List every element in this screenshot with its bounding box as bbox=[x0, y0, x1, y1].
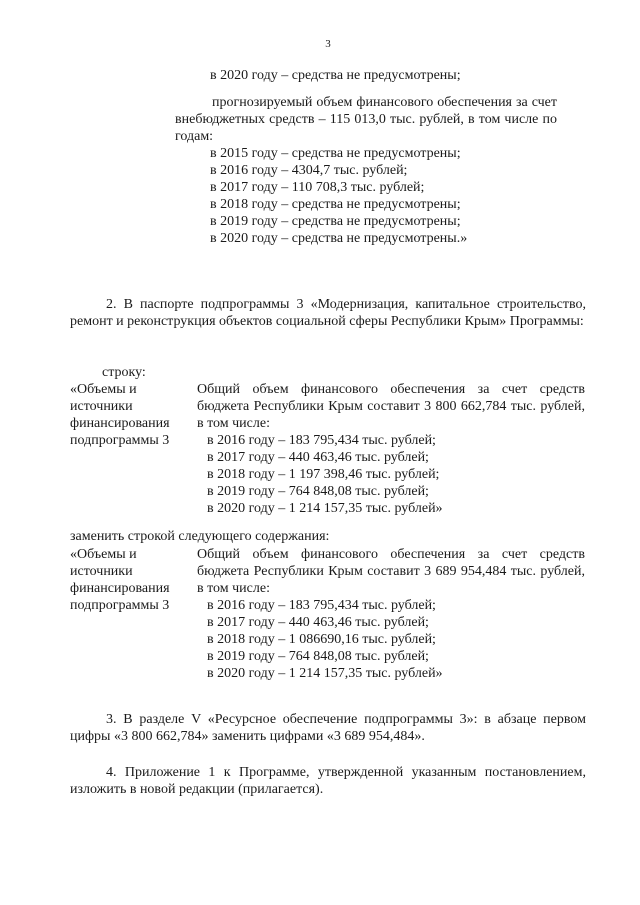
extrabudget-paragraph bbox=[175, 94, 557, 145]
row-word: строку: bbox=[102, 365, 146, 380]
replace-text: заменить строкой следующего содержания: bbox=[70, 529, 330, 544]
old-row-label-line: «Объемы и bbox=[70, 382, 137, 397]
old-row-label-line: финансирования bbox=[70, 416, 170, 431]
old-row-label-line: подпрограммы 3 bbox=[70, 433, 170, 448]
page-number: 3 bbox=[325, 38, 331, 50]
section-3-paragraph bbox=[70, 711, 586, 745]
new-row-year: в 2020 году – 1 214 157,35 тыс. рублей» bbox=[207, 666, 443, 681]
section-2-text: 2. В паспорте подпрограммы 3 «Модернизация, капитальное строительство, ремонт и реконструкция объектов социальной сферы Республики Крым» Программы: bbox=[70, 297, 586, 329]
old-row-label-line: источники bbox=[70, 399, 133, 414]
top-line-2020: в 2020 году – средства не предусмотрены; bbox=[210, 68, 461, 83]
new-row-year: в 2017 году – 440 463,46 тыс. рублей; bbox=[207, 615, 429, 630]
section-3-text: 3. В разделе V «Ресурсное обеспечение подпрограммы 3»: в абзаце первом цифры «3 800 662,784» заменить цифрами «3 689 954,484». bbox=[70, 712, 586, 744]
old-row-label bbox=[70, 381, 170, 449]
old-row-year: в 2018 году – 1 197 398,46 тыс. рублей; bbox=[207, 467, 440, 482]
old-row-year: в 2019 году – 764 848,08 тыс. рублей; bbox=[207, 484, 429, 499]
old-row-year: в 2020 году – 1 214 157,35 тыс. рублей» bbox=[207, 501, 443, 516]
top-year-line: в 2018 году – средства не предусмотрены; bbox=[210, 197, 461, 212]
new-row-year: в 2018 году – 1 086690,16 тыс. рублей; bbox=[207, 632, 436, 647]
old-row-year: в 2016 году – 183 795,434 тыс. рублей; bbox=[207, 433, 436, 448]
top-year-line: в 2017 году – 110 708,3 тыс. рублей; bbox=[210, 180, 425, 195]
old-row-text: Общий объем финансового обеспечения за счет средств бюджета Республики Крым составит 3 800 662,784 тыс. рублей, в том числе: bbox=[197, 382, 585, 431]
new-row-label-line: финансирования bbox=[70, 581, 170, 596]
top-year-line: в 2016 году – 4304,7 тыс. рублей; bbox=[210, 163, 408, 178]
section-4-text: 4. Приложение 1 к Программе, утвержденной указанным постановлением, изложить в новой редакции (прилагается). bbox=[70, 765, 586, 797]
section-4-paragraph bbox=[70, 764, 586, 798]
extrabudget-text: прогнозируемый объем финансового обеспечения за счет внебюджетных средств – 115 013,0 тыс. рублей, в том числе по годам: bbox=[175, 95, 557, 144]
new-row-content bbox=[197, 546, 585, 682]
new-row-year: в 2019 году – 764 848,08 тыс. рублей; bbox=[207, 649, 429, 664]
old-row-content bbox=[197, 381, 585, 517]
section-2-paragraph bbox=[70, 296, 586, 330]
new-row-text: Общий объем финансового обеспечения за счет средств бюджета Республики Крым составит 3 689 954,484 тыс. рублей, в том числе: bbox=[197, 547, 585, 596]
top-year-line: в 2020 году – средства не предусмотрены.» bbox=[210, 231, 468, 246]
top-year-line: в 2019 году – средства не предусмотрены; bbox=[210, 214, 461, 229]
new-row-label-line: источники bbox=[70, 564, 133, 579]
new-row-year: в 2016 году – 183 795,434 тыс. рублей; bbox=[207, 598, 436, 613]
new-row-label bbox=[70, 546, 170, 614]
top-year-line: в 2015 году – средства не предусмотрены; bbox=[210, 146, 461, 161]
new-row-label-line: «Объемы и bbox=[70, 547, 137, 562]
new-row-label-line: подпрограммы 3 bbox=[70, 598, 170, 613]
old-row-year: в 2017 году – 440 463,46 тыс. рублей; bbox=[207, 450, 429, 465]
